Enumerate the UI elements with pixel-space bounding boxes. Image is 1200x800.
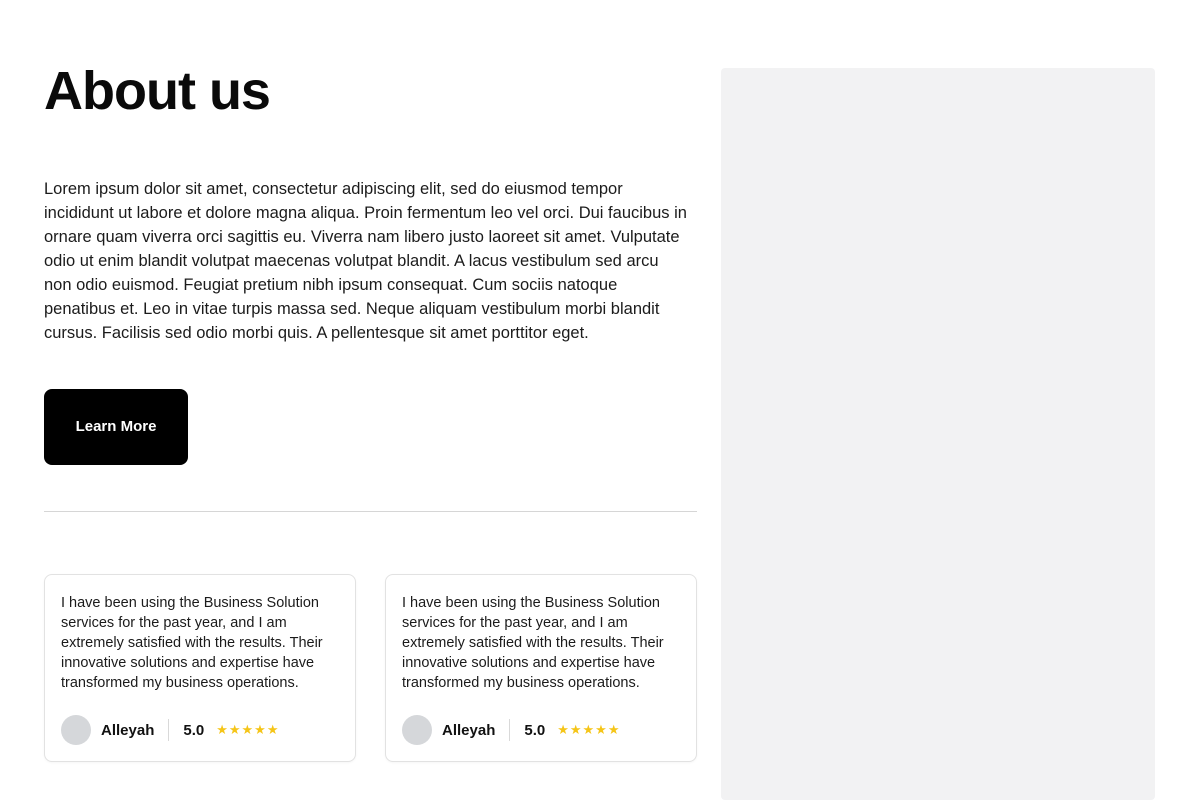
rating-value: 5.0 bbox=[183, 721, 205, 739]
star-rating-icon: ★★★★★ bbox=[216, 722, 280, 738]
testimonial-author: Alleyah bbox=[442, 721, 496, 739]
testimonials-list bbox=[44, 512, 697, 762]
page-title: About us bbox=[44, 61, 270, 121]
content-column bbox=[44, 0, 697, 762]
cta-container bbox=[44, 345, 697, 465]
avatar bbox=[402, 715, 432, 745]
star-rating-icon: ★★★★★ bbox=[557, 722, 621, 738]
rating-value: 5.0 bbox=[524, 721, 546, 739]
testimonial-footer bbox=[402, 693, 680, 745]
testimonial-card bbox=[44, 574, 356, 762]
learn-more-button[interactable]: Learn More bbox=[44, 389, 188, 465]
divider-icon bbox=[509, 719, 510, 741]
divider-icon bbox=[168, 719, 169, 741]
media-placeholder-panel bbox=[721, 68, 1155, 800]
testimonial-card bbox=[385, 574, 697, 762]
testimonial-footer bbox=[61, 693, 339, 745]
testimonial-quote: I have been using the Business Solution services for the past year, and I am extremely satisfied with the results. Their innovative solutions and expertise have transformed my business operations. bbox=[61, 595, 323, 692]
testimonial-author: Alleyah bbox=[101, 721, 155, 739]
about-paragraph: Lorem ipsum dolor sit amet, consectetur adipiscing elit, sed do eiusmod tempor incididunt ut labore et dolore magna aliqua. Proin fermentum leo vel orci. Dui faucibus in ornare quam viverra orci sagittis eu. Viverra nam libero justo laoreet sit amet. Vulputate odio ut enim blandit volutpat maecenas volutpat blandit. A lacus vestibulum sed arcu non odio euismod. Feugiat pretium nibh ipsum consequat. Cum sociis natoque penatibus et. Leo in vitae turpis massa sed. Neque aliquam vestibulum morbi blandit cursus. Facilisis sed odio morbi quis. A pellentesque sit amet porttitor eget. bbox=[44, 180, 687, 343]
testimonial-quote: I have been using the Business Solution services for the past year, and I am extremely satisfied with the results. Their innovative solutions and expertise have transformed my business operations. bbox=[402, 595, 664, 692]
avatar bbox=[61, 715, 91, 745]
